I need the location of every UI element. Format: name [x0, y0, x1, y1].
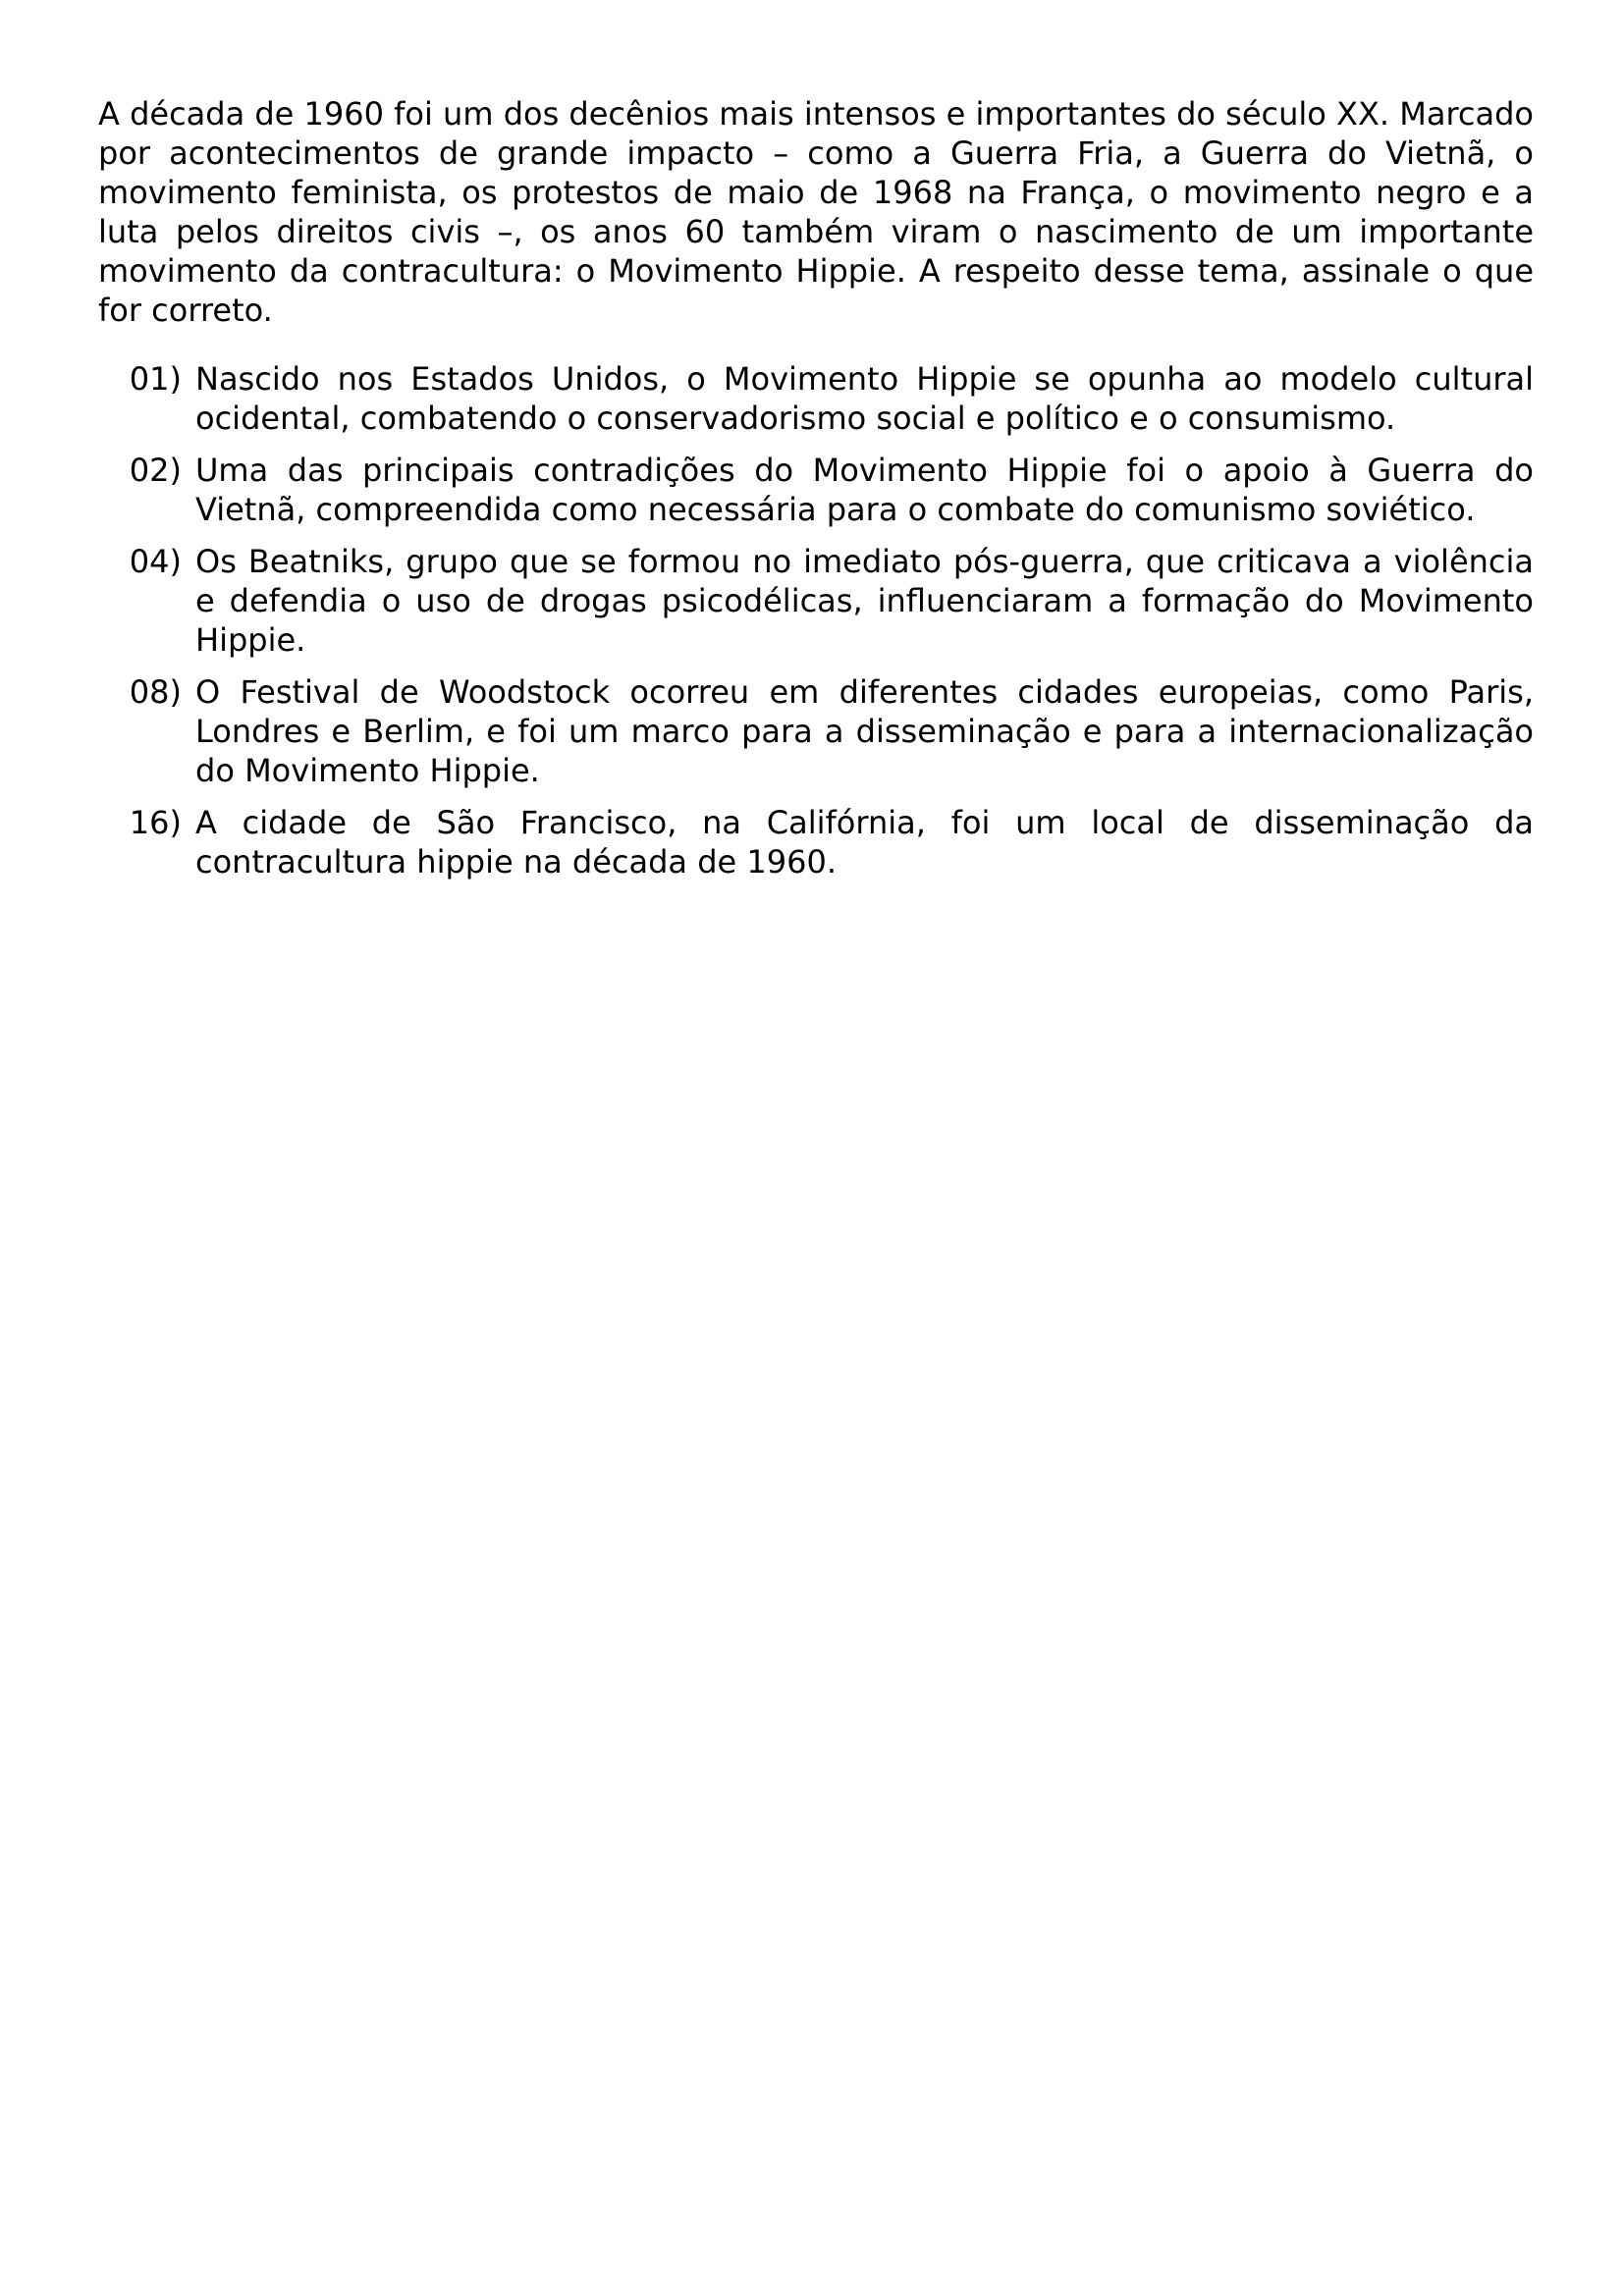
option-number: 01)	[129, 360, 182, 398]
option-text: Uma das principais contradições do Movimento Hippie foi o apoio à Guerra do Vietnã, compreendida como necessária para o combate do comunismo soviético.	[195, 452, 1534, 528]
option-number: 16)	[129, 804, 182, 841]
option-text: Os Beatniks, grupo que se formou no imediato pós-guerra, que criticava a violência e defendia o uso de drogas psicodélicas, influenciaram a formação do Movimento Hippie.	[195, 543, 1534, 659]
option-text: A cidade de São Francisco, na Califórnia, foi um local de disseminação da contracultura hippie na década de 1960.	[195, 804, 1534, 881]
option-number: 02)	[129, 452, 182, 489]
option-text: O Festival de Woodstock ocorreu em diferentes cidades europeias, como Paris, Londres e Berlim, e foi um marco para a disseminação e para a internacionalização do Movimento Hippie.	[195, 673, 1534, 789]
answer-options	[98, 359, 1534, 881]
document-page	[98, 94, 1534, 894]
option-04	[98, 542, 1534, 660]
option-number: 08)	[129, 673, 182, 711]
option-text: Nascido nos Estados Unidos, o Movimento Hippie se opunha ao modelo cultural ocidental, combatendo o conservadorismo social e político e o consumismo.	[195, 360, 1534, 437]
option-16	[98, 803, 1534, 881]
option-08	[98, 672, 1534, 790]
question-intro: A década de 1960 foi um dos decênios mais intensos e importantes do século XX. Marcado por acontecimentos de grande impacto – como a Guerra Fria, a Guerra do Vietnã, o movimento feminista, os protestos de maio de 1968 na França, o movimento negro e a luta pelos direitos civis –, os anos 60 também viram o nascimento de um importante movimento da contracultura: o Movimento Hippie. A respeito desse tema, assinale o que for correto.	[98, 95, 1534, 329]
option-number: 04)	[129, 543, 182, 580]
option-01	[98, 359, 1534, 438]
option-02	[98, 451, 1534, 529]
